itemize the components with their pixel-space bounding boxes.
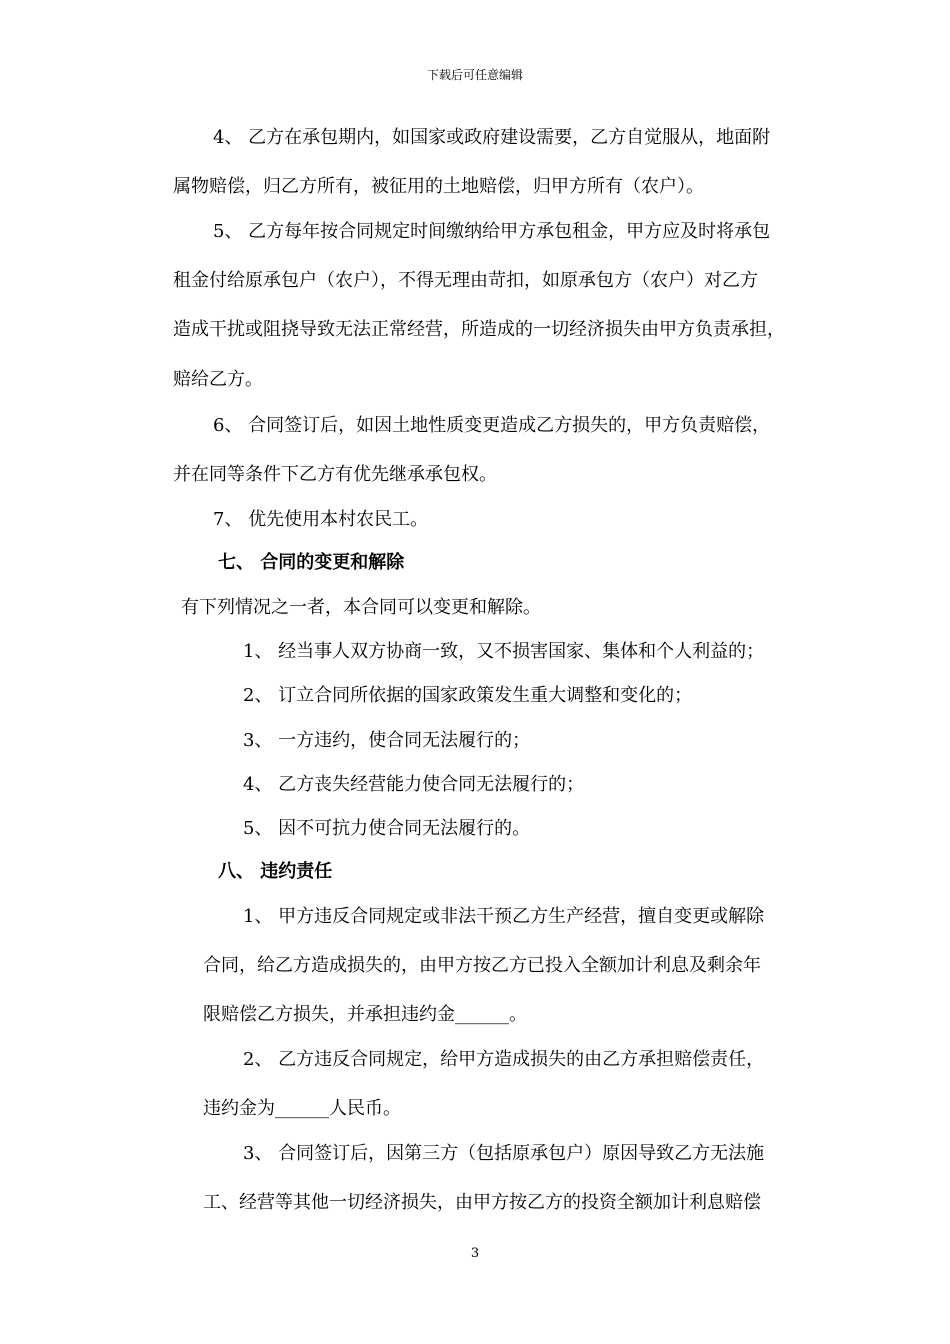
section-7-intro: 有下列情况之一者，本合同可以变更和解除。 bbox=[181, 597, 541, 618]
breach-1-line-3: 限赔偿乙方损失，并承担违约金______。 bbox=[203, 1004, 527, 1025]
page-header: 下载后可任意编辑 bbox=[426, 68, 523, 82]
clause-6-line-1: 6、 合同签订后，如因土地性质变更造成乙方损失的，甲方负责赔偿， bbox=[213, 415, 771, 436]
breach-1-line-2: 合同，给乙方造成损失的，由甲方按乙方已投入全额加计利息及剩余年 bbox=[203, 955, 761, 976]
clause-7: 7、 优先使用本村农民工。 bbox=[213, 509, 429, 530]
change-item-3: 3、 一方违约，使合同无法履行的； bbox=[243, 730, 531, 751]
clause-4-line-2: 属物赔偿，归乙方所有，被征用的土地赔偿，归甲方所有（农户）。 bbox=[173, 176, 704, 197]
clause-5-line-1: 5、 乙方每年按合同规定时间缴纳给甲方承包租金，甲方应及时将承包 bbox=[213, 221, 771, 242]
clause-5-line-3: 造成干扰或阻挠导致无法正常经营，所造成的一切经济损失由甲方负责承担， bbox=[173, 319, 785, 340]
change-item-2: 2、 订立合同所依据的国家政策发生重大调整和变化的； bbox=[243, 685, 693, 706]
clause-4-line-1: 4、 乙方在承包期内，如国家或政府建设需要，乙方自觉服从，地面附 bbox=[213, 127, 771, 148]
clause-6-line-2: 并在同等条件下乙方有优先继承承包权。 bbox=[173, 464, 497, 485]
page-number: 3 bbox=[470, 1246, 480, 1261]
breach-1-line-1: 1、 甲方违反合同规定或非法干预乙方生产经营，擅自变更或解除 bbox=[243, 906, 765, 927]
breach-2-line-1: 2、 乙方违反合同规定，给甲方造成损失的由乙方承担赔偿责任， bbox=[243, 1049, 765, 1070]
clause-5-line-2: 租金付给原承包户（农户），不得无理由苛扣，如原承包方（农户）对乙方 bbox=[173, 270, 758, 291]
breach-2-line-2: 违约金为______人民币。 bbox=[203, 1098, 401, 1119]
section-7-heading: 七、 合同的变更和解除 bbox=[218, 552, 405, 573]
breach-3-line-2: 工、经营等其他一切经济损失，由甲方按乙方的投资全额加计利息赔偿 bbox=[203, 1192, 761, 1213]
change-item-1: 1、 经当事人双方协商一致，又不损害国家、集体和个人利益的； bbox=[243, 641, 765, 662]
breach-3-line-1: 3、 合同签订后，因第三方（包括原承包户）原因导致乙方无法施 bbox=[243, 1143, 765, 1164]
change-item-4: 4、 乙方丧失经营能力使合同无法履行的； bbox=[243, 774, 585, 795]
change-item-5: 5、 因不可抗力使合同无法履行的。 bbox=[243, 818, 531, 839]
clause-5-line-4: 赔给乙方。 bbox=[173, 369, 263, 390]
section-8-heading: 八、 违约责任 bbox=[218, 861, 333, 882]
